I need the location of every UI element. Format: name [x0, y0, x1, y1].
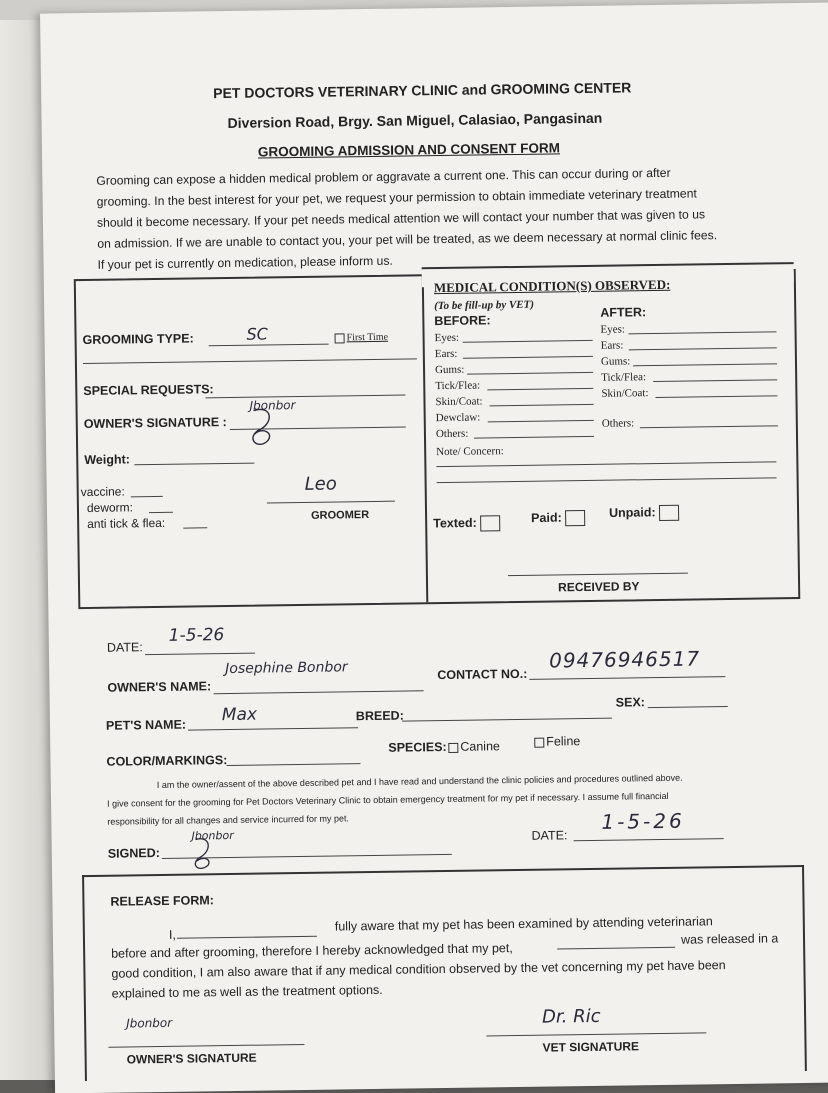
deworm-label: deworm: [86, 500, 134, 515]
signed-date-line [574, 838, 724, 841]
after-skincoat-line [655, 395, 777, 398]
before-gums: Gums: [434, 363, 465, 377]
release-line-3: good condition, I am also aware that if any medical condition observed by the vet concerning my pet have been [111, 958, 726, 981]
form-title: GROOMING ADMISSION AND CONSENT FORM [257, 140, 561, 160]
pet-name-line [188, 727, 358, 730]
vet-signature-line [486, 1032, 706, 1036]
after-gums: Gums: [600, 355, 631, 368]
note-concern-label: Note/ Concern: [436, 445, 504, 459]
breed-label: BREED: [355, 708, 404, 724]
owner-name-value[interactable]: Josephine Bonbor [225, 659, 348, 678]
release-line-2b: was released in a [680, 931, 779, 947]
first-time-label: First Time [346, 331, 389, 344]
intro-line: grooming. In the best interest for your pet, we request your permission to obtain immediate veterinary treatment [96, 186, 697, 209]
weight-line [134, 463, 254, 466]
first-time-checkbox[interactable] [335, 332, 389, 344]
after-label: AFTER: [600, 305, 647, 320]
release-owner-line [108, 1044, 304, 1048]
texted-box[interactable] [480, 515, 500, 531]
before-skincoat: Skin/Coat: [435, 395, 483, 409]
vaccine-label: vaccine: [80, 484, 125, 500]
release-line-2a: before and after grooming, therefore I hereby acknowledged that my pet, [111, 941, 513, 961]
groomer-line [267, 501, 395, 504]
before-others-line [474, 436, 594, 439]
after-eyes-line [629, 331, 777, 334]
consent-line-2: I give consent for the grooming for Pet Doctors Veterinary Clinic to obtain emergency treatment for my pet if necessary. I assume full financial [107, 790, 669, 809]
received-by-label: RECEIVED BY [558, 579, 640, 595]
color-markings-label: COLOR/MARKINGS: [106, 753, 228, 769]
signed-date-label: DATE: [531, 828, 568, 843]
anti-tick-line [183, 527, 207, 528]
feline-option[interactable] [534, 734, 580, 749]
canine-box[interactable] [448, 743, 458, 753]
canine-option[interactable] [448, 739, 500, 754]
after-ears-line [629, 347, 777, 350]
sex-line [648, 706, 728, 708]
note-line-2 [437, 477, 777, 483]
before-ears-line [463, 356, 593, 359]
signed-scribble-icon [188, 835, 221, 875]
after-tickflea: Tick/Flea: [601, 371, 647, 384]
signed-value: Jbonbor [191, 828, 234, 843]
weight-label: Weight: [84, 452, 130, 468]
note-line-1 [436, 461, 776, 467]
consent-line-1: I am the owner/assent of the above described pet and I have read and understand the clinic policies and procedures outlined above. [156, 772, 683, 791]
before-gums-line [467, 372, 593, 375]
intro-line: Grooming can expose a hidden medical problem or aggravate a current one. This can occur during or after [96, 165, 671, 188]
release-line-4: explained to me as well as the treatment options. [111, 982, 383, 1001]
intro-line: on admission. If we are unable to contact you, your pet will be treated, as we deem necessary at normal clinic fees. [97, 228, 718, 251]
release-pet-line [557, 947, 675, 950]
grooming-type-extra-line [83, 358, 417, 364]
clinic-address: Diversion Road, Brgy. San Miguel, Calasiao, Pangasinan [227, 109, 603, 131]
color-markings-line [227, 763, 361, 766]
date-value[interactable]: 1-5-26 [168, 625, 225, 646]
release-line-1b: fully aware that my pet has been examined by attending veterinarian [334, 914, 713, 934]
before-dewclaw: Dewclaw: [435, 411, 481, 425]
grooming-type-value[interactable]: SC [246, 324, 268, 344]
unpaid-checkbox[interactable] [609, 505, 679, 522]
release-title: RELEASE FORM: [110, 893, 215, 909]
date-line [145, 653, 255, 656]
owner-signature-value: Jbonbor [249, 398, 296, 413]
sex-label: SEX: [615, 695, 645, 710]
vet-signature-label: VET SIGNATURE [542, 1039, 640, 1055]
after-gums-line [633, 363, 777, 366]
release-owner-signature: Jbonbor [126, 1015, 173, 1031]
before-skincoat-line [490, 404, 594, 406]
texted-checkbox[interactable] [433, 515, 500, 532]
anti-tick-label: anti tick & flea: [87, 515, 166, 531]
owner-name-line [214, 690, 424, 694]
contact-label: CONTACT NO.: [437, 666, 528, 683]
after-others: Others: [601, 417, 635, 430]
date-label: DATE: [106, 640, 143, 655]
release-form-box [82, 865, 807, 1081]
paid-label: Paid: [531, 510, 562, 526]
intro-paragraph [96, 162, 725, 276]
after-tickflea-line [653, 379, 777, 382]
grooming-box [74, 269, 801, 609]
unpaid-label: Unpaid: [608, 505, 656, 520]
deworm-line [149, 512, 173, 513]
groomer-signature: Leo [304, 473, 337, 495]
before-tickflea-line [487, 388, 593, 390]
owner-signature-label: OWNER'S SIGNATURE : [83, 415, 227, 432]
signature-scribble-icon [244, 404, 285, 451]
unpaid-box[interactable] [659, 505, 679, 521]
received-by-line [508, 573, 688, 577]
before-dewclaw-line [488, 420, 594, 422]
medical-title: MEDICAL CONDITION(S) OBSERVED: [433, 276, 671, 296]
signed-label: SIGNED: [107, 845, 160, 861]
before-ears: Ears: [434, 347, 458, 361]
release-owner-label: OWNER'S SIGNATURE [126, 1050, 257, 1067]
special-requests-line [205, 395, 405, 399]
after-others-line [640, 425, 778, 428]
contact-value[interactable]: 09476946517 [548, 646, 701, 673]
first-time-box[interactable] [335, 333, 345, 343]
release-line-1a: I, [168, 927, 176, 942]
before-eyes-line [463, 340, 593, 343]
after-skincoat: Skin/Coat: [601, 387, 649, 400]
clinic-name: PET DOCTORS VETERINARY CLINIC and GROOMING CENTER [213, 79, 632, 102]
release-name-line [177, 936, 317, 939]
feline-box[interactable] [534, 737, 544, 747]
paid-box[interactable] [565, 510, 585, 526]
vet-signature: Dr. Ric [541, 1005, 601, 1028]
before-tickflea: Tick/Flea: [435, 379, 481, 393]
feline-label: Feline [546, 734, 581, 749]
grooming-type-line [209, 344, 329, 347]
before-eyes: Eyes: [434, 331, 460, 345]
intro-line: If your pet is currently on medication, please inform us. [97, 253, 393, 272]
after-ears: Ears: [600, 339, 624, 352]
texted-label: Texted: [433, 515, 477, 531]
signed-date-value[interactable]: 1-5-26 [601, 808, 685, 834]
pet-name-value[interactable]: Max [221, 704, 258, 726]
consent-line-3: responsibility for all changes and service incurred for my pet. [107, 813, 350, 827]
before-label: BEFORE: [434, 313, 491, 329]
canine-label: Canine [460, 739, 501, 754]
vaccine-line [131, 496, 163, 497]
paid-checkbox[interactable] [531, 510, 585, 527]
box-divider [422, 276, 429, 602]
groomer-label: GROOMER [310, 509, 370, 522]
pet-name-label: PET'S NAME: [105, 717, 187, 733]
intro-line: should it become necessary. If your pet needs medical attention we will contact your number that was given to us [96, 207, 706, 230]
consent-form-paper [40, 2, 828, 1093]
special-requests-label: SPECIAL REQUESTS: [83, 382, 214, 399]
contact-line [529, 676, 725, 680]
after-eyes: Eyes: [600, 323, 626, 336]
grooming-type-label: GROOMING TYPE: [82, 331, 194, 348]
owner-name-label: OWNER'S NAME: [107, 679, 212, 695]
breed-line [402, 718, 612, 722]
before-others: Others: [435, 427, 469, 441]
species-label: SPECIES: [388, 739, 447, 755]
medical-subtitle: (To be fill-up by VET) [434, 298, 535, 313]
